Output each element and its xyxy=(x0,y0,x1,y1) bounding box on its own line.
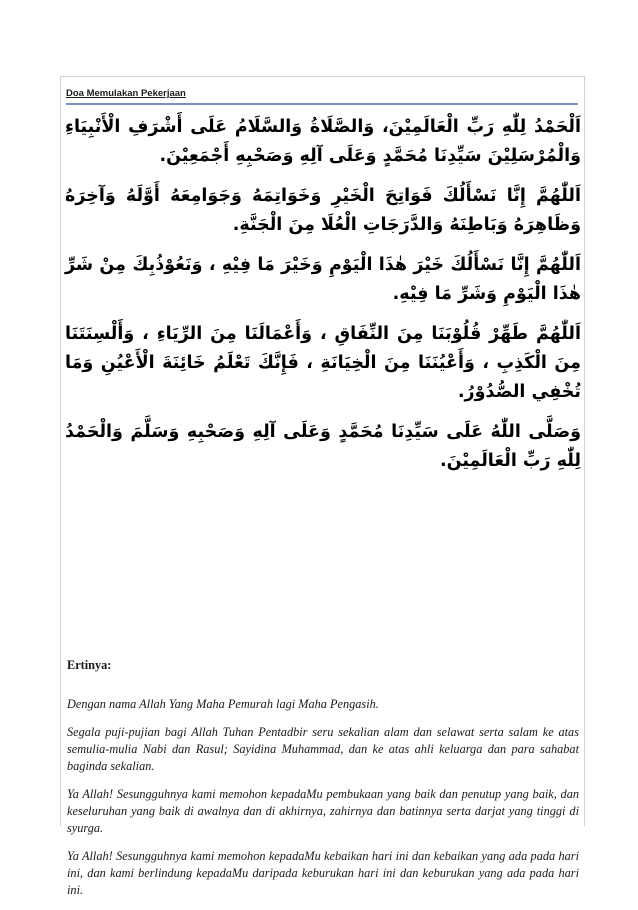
translation-heading: Ertinya: xyxy=(67,658,112,672)
header-title: Doa Memulakan Pekerjaan xyxy=(66,88,186,99)
document-page xyxy=(60,76,585,897)
translation-paragraph: Ya Allah! Sesungguhnya kami memohon kepadaMu kebaikan hari ini dan kebaikan yang ada pada hari ini, dan kami berlindung kepadaMu daripada keburukan hari ini dan keburukan yang ada pada hari ini. xyxy=(67,849,579,897)
arabic-paragraph: اَللّٰهُمَّ طَهِّرْ قُلُوْبَنَا مِنَ النِّفَاقِ ، وَأَعْمَالَنَا مِنَ الرِّيَاءِ ، وَأَلْسِنَتَنَا مِنَ الْكَذِبِ ، وَأَعْيُنَنَا مِنَ الْخِيَانَةِ ، فَإِنَّكَ تَعْلَمُ خَائِنَةَ الْأَعْيُنِ وَمَا تُخْفِي الصُّدُوْرُ. xyxy=(65,324,581,402)
translation-paragraph: Dengan nama Allah Yang Maha Pemurah lagi Maha Pengasih. xyxy=(67,697,379,711)
arabic-paragraph: اَللّٰهُمَّ إِنَّا نَسْأَلُكَ خَيْرَ هٰذَا الْيَوْمِ وَخَيْرَ مَا فِيْهِ ، وَنَعُوْذُبِكَ مِنْ شَرِّ هٰذَا الْيَوْمِ وَشَرِّ مَا فِيْهِ. xyxy=(65,255,581,304)
translation-section xyxy=(67,657,579,910)
arabic-paragraph: اَلْحَمْدُ لِلّٰهِ رَبِّ الْعَالَمِيْنَ، وَالصَّلَاةُ وَالسَّلَامُ عَلَى أَشْرَفِ الْأَنْبِيَاءِ وَالْمُرْسَلِيْنَ سَيِّدِنَا مُحَمَّدٍ وَعَلَى آلِهِ وَصَحْبِهِ أَجْمَعِيْنَ. xyxy=(65,117,581,166)
arabic-paragraph: وَصَلَّى اللّٰهُ عَلَى سَيِّدِنَا مُحَمَّدٍ وَعَلَى آلِهِ وَصَحْبِهِ وَسَلَّمَ وَالْحَمْدُ لِلّٰهِ رَبِّ الْعَالَمِيْنَ. xyxy=(65,422,581,471)
arabic-prayer-text xyxy=(65,113,581,487)
translation-paragraph: Ya Allah! Sesungguhnya kami memohon kepadaMu pembukaan yang baik dan penutup yang baik, dan keseluruhan yang baik di awalnya dan di akhirnya, zahirnya dan batinnya serta darjat yang tinggi di syurga. xyxy=(67,787,579,835)
arabic-paragraph: اَللّٰهُمَّ إِنَّا نَسْأَلُكَ فَوَاتِحَ الْخَيْرِ وَخَوَاتِمَهُ وَجَوَامِعَهُ أَوَّلَهُ وَآخِرَهُ وَظَاهِرَهُ وَبَاطِنَهُ وَالدَّرَجَاتِ الْعُلَا مِنَ الْجَنَّةِ. xyxy=(65,186,581,235)
page-header xyxy=(66,85,578,105)
translation-paragraph: Segala puji-pujian bagi Allah Tuhan Pentadbir seru sekalian alam dan selawat serta salam ke atas semulia-mulia Nabi dan Rasul; Sayidina Muhammad, dan ke atas ahli keluarga dan para sahabat baginda sekalian. xyxy=(67,725,579,773)
